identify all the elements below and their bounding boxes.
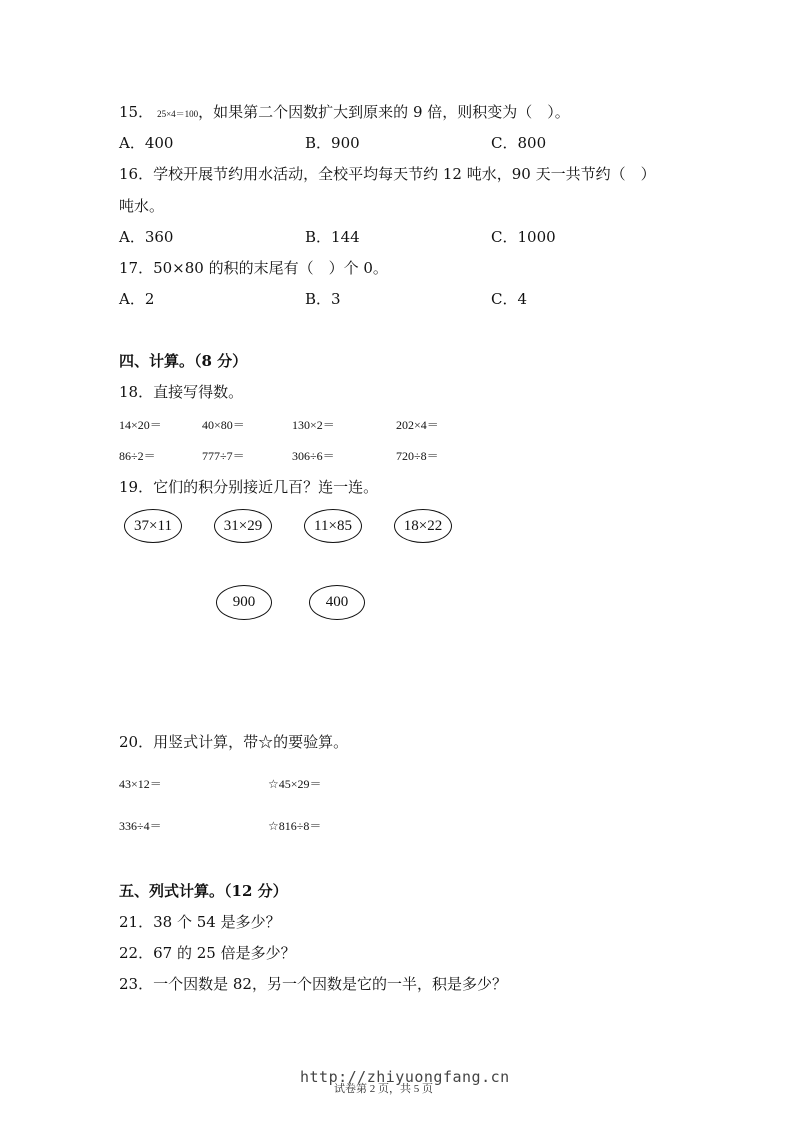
q15-text: ，如果第二个因数扩大到原来的 9 倍，则积变为（ ）。 (198, 103, 570, 121)
q23-text: 23．一个因数是 82，另一个因数是它的一半，积是多少？ (119, 975, 507, 993)
watermark-url: http://zhiyuongfang.cn (300, 1068, 510, 1086)
q18-item-1: 14×20＝ (119, 418, 162, 432)
q20-item-3: 336÷4＝ (119, 819, 162, 833)
q15-option-c: C．800 (491, 134, 547, 152)
q18-item-5: 86÷2＝ (119, 449, 156, 463)
q18-item-3: 130×2＝ (292, 418, 335, 432)
q20-item-4: ☆816÷8＝ (268, 819, 322, 833)
q18-item-6: 777÷7＝ (202, 449, 245, 463)
q20-item-1: 43×12＝ (119, 777, 162, 791)
expression-label: 37×11 (134, 517, 172, 534)
q16-line1: 16．学校开展节约用水活动，全校平均每天节约 12 吨水，90 天一共节约（ ） (119, 165, 656, 183)
expression-oval[interactable] (214, 509, 272, 543)
expression-oval[interactable] (124, 509, 182, 543)
q18-item-7: 306÷6＝ (292, 449, 335, 463)
q15-line (119, 102, 570, 124)
q21-text: 21．38 个 54 是多少？ (119, 913, 281, 931)
q15-option-b: B．900 (305, 134, 360, 152)
expression-oval[interactable] (394, 509, 452, 543)
q18-title: 18．直接写得数。 (119, 383, 244, 401)
q16-option-c: C．1000 (491, 228, 556, 246)
q20-item-2: ☆45×29＝ (268, 777, 322, 791)
q17-option-b: B．3 (305, 290, 341, 308)
q17-option-c: C．4 (491, 290, 528, 308)
q16-option-a: A．360 (119, 228, 174, 246)
expression-label: 11×85 (314, 517, 352, 534)
q18-item-2: 40×80＝ (202, 418, 245, 432)
q17-option-a: A．2 (119, 290, 155, 308)
q20-title: 20．用竖式计算，带☆的要验算。 (119, 733, 349, 751)
q15-number: 15． (119, 103, 154, 121)
q18-item-4: 202×4＝ (396, 418, 439, 432)
q15-option-a: A．400 (119, 134, 174, 152)
q22-text: 22．67 的 25 倍是多少？ (119, 944, 296, 962)
target-oval[interactable] (309, 585, 365, 620)
target-oval[interactable] (216, 585, 272, 620)
q15-formula: 25×4＝100 (157, 109, 199, 119)
q19-title: 19．它们的积分别接近几百？连一连。 (119, 478, 379, 496)
q16-line2: 吨水。 (119, 197, 165, 215)
expression-oval[interactable] (304, 509, 362, 543)
target-label: 900 (232, 594, 256, 610)
q16-option-b: B．144 (305, 228, 360, 246)
q17-text: 17．50×80 的积的末尾有（ ）个 0。 (119, 259, 388, 277)
page-footer: 试卷第 2 页，共 5 页 (334, 1083, 433, 1095)
expression-label: 31×29 (223, 517, 263, 534)
target-label: 400 (325, 594, 349, 610)
section5-heading: 五、列式计算。（12 分） (119, 882, 288, 900)
section4-heading: 四、计算。（8 分） (119, 352, 248, 370)
expression-label: 18×22 (403, 517, 443, 534)
q18-item-8: 720÷8＝ (396, 449, 439, 463)
